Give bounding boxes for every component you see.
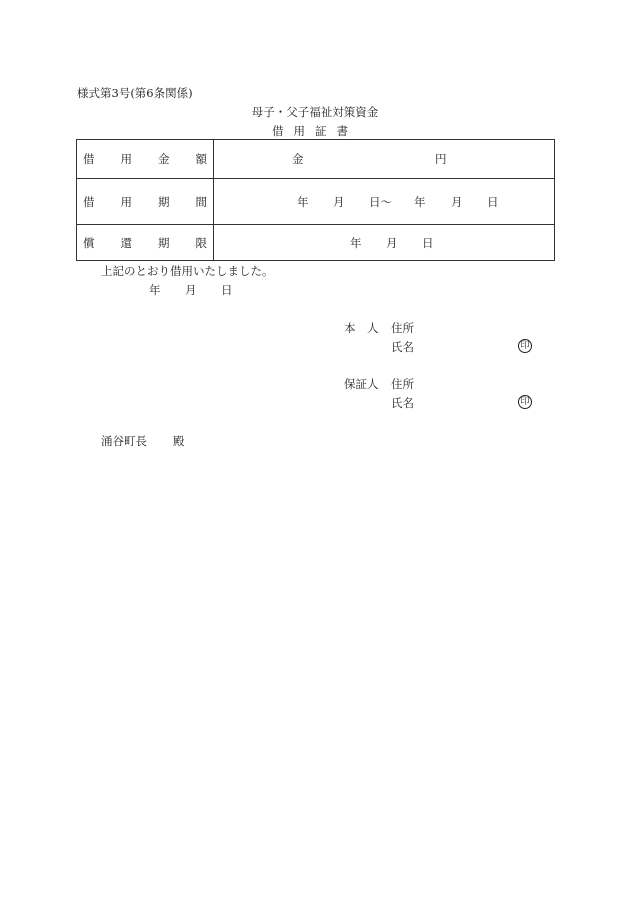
end-day-label: 日: [487, 194, 499, 209]
table-row-repayment-deadline: [77, 225, 555, 261]
label-char: 還: [120, 235, 132, 250]
loan-amount-value-cell[interactable]: [214, 140, 555, 179]
label-char: 期: [158, 194, 170, 209]
label-char: 金: [158, 152, 170, 166]
borrower-role-label: 本 人: [344, 321, 379, 335]
label-char: 用: [120, 194, 132, 209]
label-char: 用: [120, 152, 132, 166]
document-title: 母子・父子福祉対策資金: [251, 105, 379, 119]
loan-details-table: [76, 139, 555, 261]
label-char: 間: [195, 194, 207, 209]
start-year-label: 年: [297, 194, 309, 209]
label-char: 償: [83, 235, 95, 250]
repayment-deadline-label-cell: [77, 225, 214, 261]
borrower-name-label[interactable]: 氏名: [391, 340, 414, 354]
label-char: 期: [158, 235, 170, 250]
table-row-loan-amount: [77, 140, 555, 179]
document-subtitle: 借用証書: [272, 124, 358, 138]
addressee-name: 涌谷町長: [101, 434, 147, 448]
loan-amount-label-cell: [77, 140, 214, 179]
end-month-label: 月: [451, 194, 463, 209]
seal-mark: 印: [518, 395, 532, 409]
en-label: 円: [435, 152, 447, 166]
form-number-label: 様式第3号(第6条関係): [77, 86, 193, 100]
seal-mark: 印: [518, 339, 532, 353]
deadline-month-label: 月: [386, 235, 398, 250]
label-char: 借: [83, 152, 95, 166]
label-char: 額: [195, 152, 207, 166]
addressee-honorific: 殿: [173, 434, 185, 448]
label-char: 限: [195, 235, 207, 250]
deadline-day-label: 日: [422, 235, 434, 250]
guarantor-address-label[interactable]: 住所: [391, 377, 414, 391]
table-row-loan-period: [77, 179, 555, 225]
label-char: 借: [83, 194, 95, 209]
kin-label: 金: [292, 152, 304, 166]
borrower-seal-icon: [518, 337, 532, 353]
loan-period-value-cell[interactable]: [214, 179, 555, 225]
end-year-label: 年: [414, 194, 426, 209]
date-day-label: 日: [221, 283, 233, 297]
deadline-year-label: 年: [350, 235, 362, 250]
repayment-deadline-value-cell[interactable]: [214, 225, 555, 261]
loan-period-label-cell: [77, 179, 214, 225]
date-year-label: 年: [149, 283, 161, 297]
guarantor-seal-icon: [518, 393, 532, 409]
borrower-address-label[interactable]: 住所: [391, 321, 414, 335]
borrowing-statement: 上記のとおり借用いたしました。: [101, 264, 274, 278]
date-month-label: 月: [185, 283, 197, 297]
start-day-label: 日〜: [369, 194, 392, 209]
guarantor-name-label[interactable]: 氏名: [391, 396, 414, 410]
guarantor-role-label: 保証人: [344, 377, 379, 391]
start-month-label: 月: [333, 194, 345, 209]
